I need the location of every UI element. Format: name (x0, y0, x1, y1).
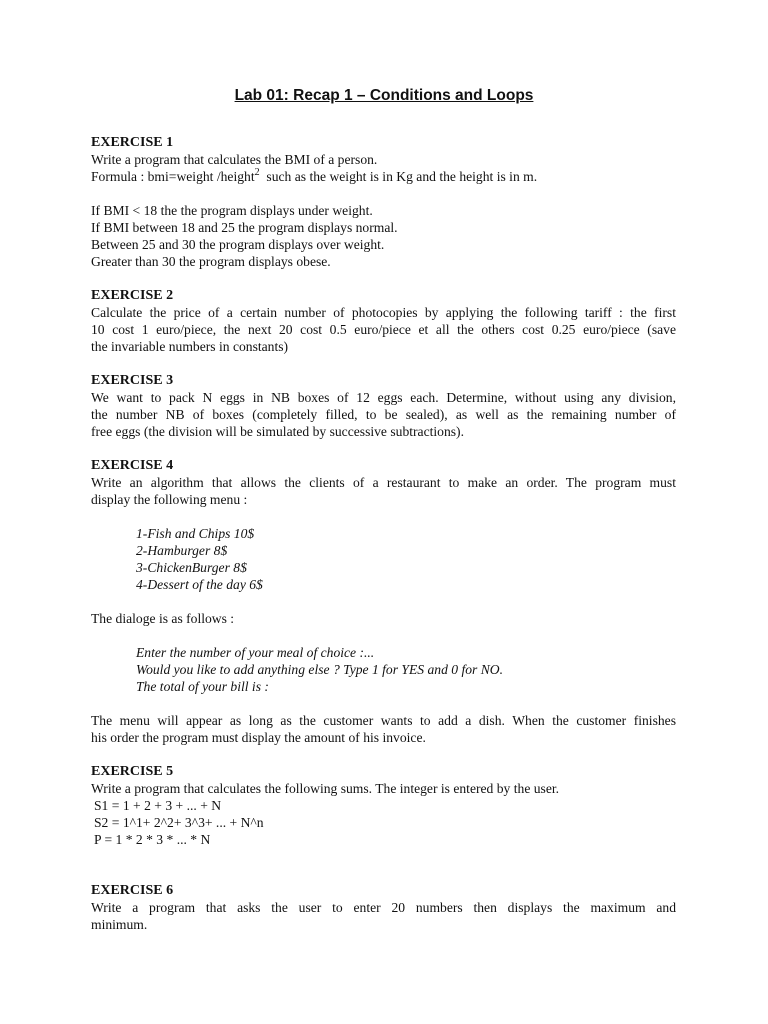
menu-item: 4-Dessert of the day 6$ (136, 577, 263, 592)
exercise-2-text: Calculate the price of a certain number of photocopies by applying the following tariff : the first (91, 305, 676, 320)
product-formula: P = 1 * 2 * 3 * ... * N (94, 832, 211, 847)
exercise-6-text: minimum. (91, 917, 148, 932)
document-body (91, 134, 676, 950)
exercise-1-rule: If BMI between 18 and 25 the program displays normal. (91, 220, 398, 235)
page-title: Lab 01: Recap 1 – Conditions and Loops (234, 87, 534, 104)
exercise-1-rule: Greater than 30 the program displays obese. (91, 254, 331, 269)
sum-formula: S2 = 1^1+ 2^2+ 3^3+ ... + N^n (94, 815, 264, 830)
exercise-3 (91, 372, 676, 440)
exercise-5-intro: Write a program that calculates the following sums. The integer is entered by the user. (91, 781, 560, 796)
menu-item: 1-Fish and Chips 10$ (136, 526, 255, 541)
exercise-1-heading: EXERCISE 1 (91, 135, 174, 150)
exercise-3-heading: EXERCISE 3 (91, 373, 174, 388)
exercise-5 (91, 763, 676, 848)
dialog-line: The total of your bill is : (136, 679, 269, 694)
exercise-6-heading: EXERCISE 6 (91, 883, 174, 898)
formula-text: Formula : bmi=weight /height (91, 169, 255, 184)
exercise-3-text: We want to pack N eggs in NB boxes of 12 eggs each. Determine, without using any division, (91, 390, 676, 405)
formula-exponent: 2 (254, 167, 260, 178)
exercise-3-text: the number NB of boxes (completely filled, to be sealed), as well as the remaining number of (91, 407, 676, 422)
exercise-6 (91, 882, 676, 933)
exercise-1-intro: Write a program that calculates the BMI of a person. (91, 152, 378, 167)
exercise-4-text: display the following menu : (91, 492, 248, 507)
exercise-2-heading: EXERCISE 2 (91, 288, 174, 303)
menu-item: 2-Hamburger 8$ (136, 543, 228, 558)
exercise-2-text: 10 cost 1 euro/piece, the next 20 cost 0.5 euro/piece et all the others cost 0.25 euro/piece (save (91, 322, 676, 337)
exercise-4-closing: his order the program must display the amount of his invoice. (91, 730, 426, 745)
exercise-4 (91, 457, 676, 746)
exercise-1-rule: Between 25 and 30 the program displays over weight. (91, 237, 385, 252)
exercise-2 (91, 287, 676, 355)
exercise-1-formula (91, 168, 676, 185)
exercise-4-text: Write an algorithm that allows the clients of a restaurant to make an order. The program must (91, 475, 676, 490)
menu-item: 3-ChickenBurger 8$ (136, 560, 247, 575)
exercise-5-heading: EXERCISE 5 (91, 764, 174, 779)
dialog-line: Enter the number of your meal of choice :... (136, 645, 375, 660)
dialog-line: Would you like to add anything else ? Type 1 for YES and 0 for NO. (136, 662, 504, 677)
exercise-1 (91, 134, 676, 270)
exercise-4-heading: EXERCISE 4 (91, 458, 174, 473)
exercise-6-text: Write a program that asks the user to enter 20 numbers then displays the maximum and (91, 900, 676, 915)
exercise-3-text: free eggs (the division will be simulated by successive subtractions). (91, 424, 464, 439)
exercise-2-text: the invariable numbers in constants) (91, 339, 289, 354)
exercise-4-closing: The menu will appear as long as the customer wants to add a dish. When the customer finishes (91, 713, 676, 728)
sum-formula: S1 = 1 + 2 + 3 + ... + N (94, 798, 222, 813)
exercise-1-rule: If BMI < 18 the the program displays under weight. (91, 203, 373, 218)
dialog-label: The dialoge is as follows : (91, 611, 235, 626)
formula-units: such as the weight is in Kg and the height is in m. (266, 169, 538, 184)
